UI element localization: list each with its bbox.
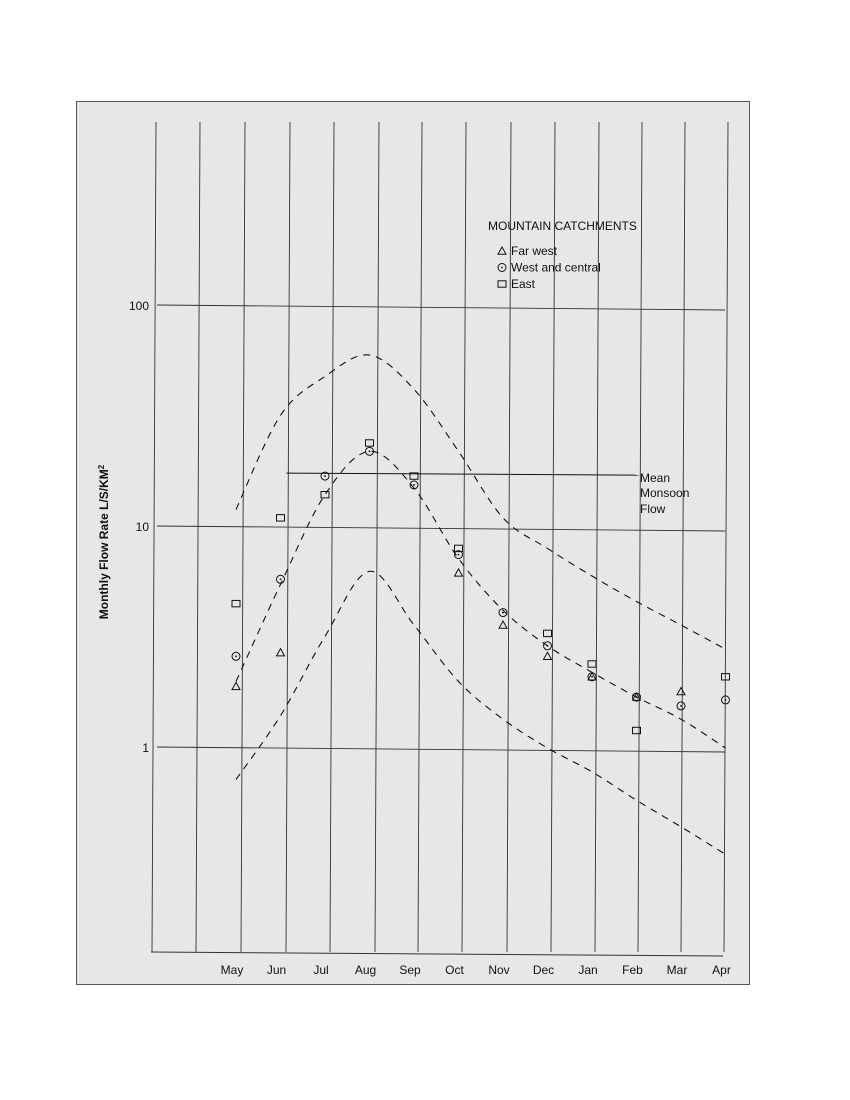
scanned-figure <box>76 101 750 985</box>
y-tick-label: 1 <box>142 741 149 755</box>
x-tick-label: Feb <box>622 963 643 977</box>
point-square-jan <box>588 661 596 667</box>
point-circle-dot-dec-dot <box>547 645 549 647</box>
v-grid-line <box>724 122 728 952</box>
point-circle-dot-feb-dot <box>636 696 638 698</box>
v-grid-line <box>681 122 685 952</box>
y-axis-label <box>97 464 112 619</box>
y-tick-label: 100 <box>128 299 149 313</box>
legend-label: East <box>511 277 536 291</box>
envelope-curves <box>236 355 726 855</box>
point-square-jul <box>321 492 329 498</box>
reference-label-line-3: Flow <box>640 502 666 516</box>
x-tick-label: Jun <box>266 963 287 977</box>
legend-circle-dot-icon <box>498 264 506 272</box>
point-circle-dot-may <box>232 652 240 660</box>
legend-label: Far west <box>511 244 558 258</box>
v-grid-line <box>595 122 599 952</box>
v-grid-line <box>152 122 156 952</box>
x-tick-label: Apr <box>712 963 731 977</box>
legend-square-icon <box>498 281 506 287</box>
y-axis-label-superscript: 2 <box>96 464 106 470</box>
point-circle-dot-apr-dot <box>725 699 727 701</box>
v-grid-line <box>418 122 422 952</box>
point-circle-dot-nov-dot <box>502 612 504 614</box>
v-grid-line <box>330 122 334 952</box>
grid <box>151 122 728 956</box>
v-grid-line <box>375 122 379 952</box>
point-circle-dot-aug-dot <box>369 450 371 452</box>
y-axis-label-text: Monthly Flow Rate L/S/KM <box>97 469 111 620</box>
legend-items <box>498 244 601 291</box>
point-triangle-nov <box>499 621 507 628</box>
x-tick-label: Oct <box>445 963 464 977</box>
point-square-aug <box>366 440 374 446</box>
reference-label-line-2: Monsoon <box>640 486 690 500</box>
point-circle-dot-dec <box>544 642 552 650</box>
x-tick-label: Aug <box>354 963 377 977</box>
point-circle-dot-mar-dot <box>680 705 682 707</box>
legend-title: MOUNTAIN CATCHMENTS <box>488 219 637 233</box>
point-square-dec <box>544 630 552 636</box>
point-circle-dot-oct-dot <box>458 554 460 556</box>
v-grid-line <box>286 122 290 952</box>
legend-circle-dot-icon-dot <box>501 267 503 269</box>
point-triangle-oct <box>455 569 463 576</box>
x-tick-label: Dec <box>532 963 555 977</box>
legend-triangle-icon <box>498 247 506 254</box>
reference-line <box>287 473 639 475</box>
x-tick-label: Sep <box>399 963 421 977</box>
legend-label: West and central <box>511 260 601 275</box>
v-grid-line <box>196 122 200 952</box>
point-circle-dot-jan-dot <box>591 676 593 678</box>
mean-monsoon-flow <box>287 473 639 475</box>
h-grid-line <box>157 305 725 310</box>
v-grid-line <box>638 122 642 952</box>
envelope-curve-3 <box>236 571 726 854</box>
reference-label <box>640 471 689 516</box>
flow-rate-chart <box>77 102 751 986</box>
point-triangle-jun <box>277 649 285 656</box>
x-tick-label: Mar <box>666 963 688 977</box>
point-circle-dot-sep-dot <box>413 484 415 486</box>
x-tick-label: Nov <box>488 963 510 977</box>
legend <box>488 219 637 291</box>
v-grid-line <box>462 122 466 952</box>
point-square-jun <box>277 515 285 521</box>
point-triangle-may <box>232 682 240 689</box>
x-tick-label: Jul <box>313 963 329 977</box>
y-tick-label: 10 <box>135 520 149 534</box>
reference-label-line-1: Mean <box>640 471 671 485</box>
x-tick-label: Jan <box>578 963 598 977</box>
point-square-may <box>232 600 240 606</box>
point-triangle-dec <box>544 652 552 659</box>
x-tick-label: May <box>220 963 244 977</box>
point-circle-dot-may-dot <box>235 655 237 657</box>
point-circle-dot-jun-dot <box>280 578 282 580</box>
point-circle-dot-mar <box>677 702 685 710</box>
point-circle-dot-jun <box>277 575 285 583</box>
point-triangle-mar <box>677 688 685 695</box>
x-axis-line <box>151 952 723 956</box>
point-circle-dot-jul-dot <box>324 475 326 477</box>
v-grid-line <box>241 122 245 952</box>
